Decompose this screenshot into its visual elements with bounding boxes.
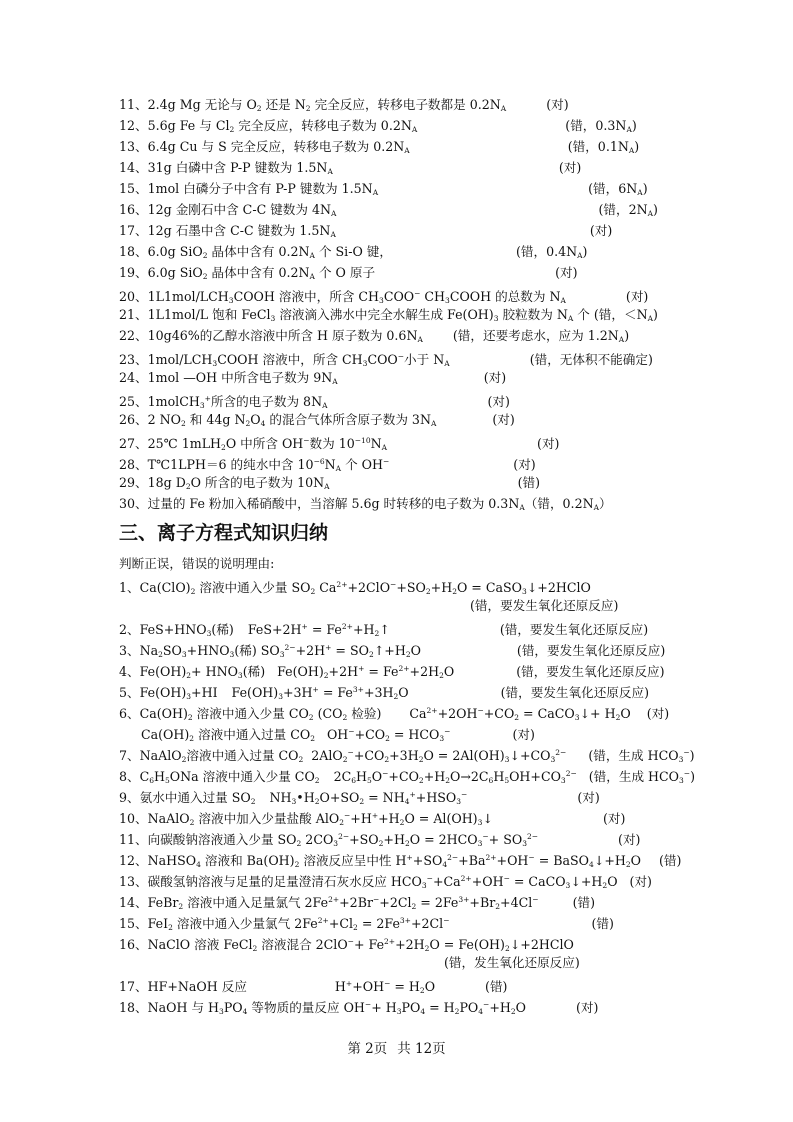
statement-28: 28、T℃1LPH＝6 的纯水中含 $10^{-6}N_A$ 个 OH− (对) — [119, 457, 536, 473]
ionic-item-6-line2: $Ca(OH)_2$ 溶液中通入过量 $CO_2$ $OH^-+CO_2 = HCO_3^-$ (对) — [141, 727, 535, 743]
verdict: (对) — [546, 97, 569, 112]
ionic-item-9: 9、氨水中通入过量 $SO_2$ $NH_3•H_2O+SO_2 = NH_4^++HSO_3^-$ (对) — [119, 790, 600, 806]
ionic-item-15: 15、FeI$_2$ 溶液中通入少量氯气 $2Fe^{2+}+Cl_2 = 2Fe^{3+}+2Cl^-$ (错) — [119, 916, 614, 932]
ionic-item-16-verdict: (错，发生氧化还原反应) — [444, 955, 580, 970]
statement-22: 22、10g46%的乙醇水溶液中所含 H 原子数为 $0.6N_A$ (错，还要考虑水，应为 $1.2N_A$) — [119, 328, 630, 344]
statement-19: 19、6.0g SiO$_2$ 晶体中含有 $0.2N_A$ 个 O 原子 (对) — [119, 265, 578, 281]
ionic-item-3: 3、$Na_2SO_3+HNO_3$(稀) $SO_3^{2-}+2H^+$ = $SO_2↑+H_2O$ (错，要发生氧化还原反应) — [119, 643, 666, 659]
ionic-item-2: 2、$FeS+HNO_3$(稀) $FeS+2H^+ = Fe^{2+}+H_2↑$ (错，要发生氧化还原反应) — [119, 622, 649, 638]
ionic-item-17: 17、HF+NaOH 反应 $H^++OH^- = H_2O$ (错) — [119, 979, 508, 995]
ionic-item-11: 11、向碳酸钠溶液通入少量 $SO_2$ $2CO_3^{2-}+SO_2+H_2O = 2HCO_3^-+ SO_3^{2-}$ (对) — [119, 832, 641, 848]
statement-25: 25、1molCH$_3$+所含的电子数为 $8N_A$ (对) — [119, 394, 510, 410]
statement-14: 14、31g 白磷中含 P-P 键数为 $1.5N_A$ (对) — [119, 160, 582, 176]
ionic-item-10: 10、NaAlO$_2$ 溶液中加入少量盐酸 $AlO_2^-+H^++H_2O$ = $Al(OH)_3↓$ (对) — [119, 811, 626, 827]
ionic-item-5: 5、$Fe(OH)_3+HI$ $Fe(OH)_3+3H^+ = Fe^{3+}+3H_2O$ (错，要发生氧化还原反应) — [119, 685, 649, 701]
ionic-item-12: 12、NaHSO$_4$ 溶液和 $Ba(OH)_2$ 溶液反应呈中性 $H^++SO_4^{2-}+Ba^{2+}+OH^-$ = $BaSO_4↓+H_2O$ (错) — [119, 853, 682, 869]
section-title: 三、离子方程式知识归纳 — [119, 522, 329, 544]
statement-30: 30、过量的 Fe 粉加入稀硝酸中，当溶解 5.6g 时转移的电子数为 $0.3N_A$（错，$0.2N_A$） — [119, 496, 612, 512]
statement-26: 26、2 $NO_2$ 和 44g $N_2O_4$ 的混合气体所含原子数为 $3N_A$ (对) — [119, 412, 515, 428]
ionic-item-6: 6、$Ca(OH)_2$ 溶液中通入少量 $CO_2$ ($CO_2$ 检验) $Ca^{2+}+2OH^-+CO_2$ = CaCO$_3$↓+ $H_2O$ (对) — [119, 706, 670, 722]
statement-23: 23、$1mol/LCH_3COOH$ 溶液中，所含 $CH_3COO^-$小于 $N_A$ (错，无体积不能确定) — [119, 352, 653, 368]
statement-16: 16、12g 金刚石中含 C-C 键数为 $4N_A$ (错，$2N_A$) — [119, 202, 658, 218]
ionic-item-8: 8、$C_6H_5ONa$ 溶液中通入少量 $CO_2$ $2C_6H_5O^-+CO_2+H_2O\to 2C_6H_5OH+CO_3^{2-}$ (错，生成 $HCO_3^-$) — [119, 769, 696, 785]
statement-21: 21、1L1mol/L 饱和 FeCl$_3$ 溶液滴入沸水中完全水解生成 $Fe(OH)_3$ 胶粒数为 $N_A$ 个 (错，$<N_A$) — [119, 307, 658, 323]
ionic-item-13: 13、碳酸氢钠溶液与足量的足量澄清石灰水反应 $HCO_3^-+Ca^{2+}+OH^-$ = $CaCO_3↓+H_2O$ (对) — [119, 874, 652, 890]
statement-15: 15、1mol 白磷分子中含有 P-P 键数为 $1.5N_A$ (错，$6N_A$) — [119, 181, 648, 197]
statement-18: 18、6.0g SiO$_2$ 晶体中含有 $0.2N_A$ 个 Si-O 键， (错，$0.4N_A$) — [119, 244, 588, 260]
statement-20: 20、$1L1mol/LCH_3COOH$ 溶液中，所含 $CH_3COO^-$ $CH_3COOH$ 的总数为 $N_A$ (对) — [119, 289, 649, 305]
ionic-item-18: 18、NaOH 与 $H_3PO_4$ 等物质的量反应 $OH^-+ H_3PO_4 = H_2PO_4^-+H_2O$ (对) — [119, 1000, 599, 1016]
page-number: 第 2页 — [347, 1041, 388, 1057]
statement-27: 27、25℃ 1mLH$_2$O 中所含 OH−数为 $10^{-10}N_A$ (对) — [119, 436, 560, 452]
statement-29: 29、18g $D_2O$ 所含的电子数为 $10N_A$ (错) — [119, 475, 540, 491]
statement-12: 12、5.6g Fe 与 $Cl_2$ 完全反应，转移电子数为 $0.2N_A$ (错，$0.3N_A$) — [119, 118, 637, 134]
statement-11: 11、2.4g Mg 无论与 $O_2$ 还是 $N_2$ 完全反应，转移电子数都是 $0.2N_A$ (对) — [119, 97, 569, 113]
ionic-item-7: 7、NaAlO$_2$溶液中通入过量 $CO_2$ $2AlO_2^-+CO_2+3H_2O$ = $2Al(OH)_3↓+CO_3^{2-}$ (错，生成 $HCO_3^-$) — [119, 748, 695, 764]
intro-text: 判断正误，错误的说明理由: — [119, 556, 275, 571]
statement-13: 13、6.4g Cu 与 S 完全反应，转移电子数为 $0.2N_A$ (错，$0.1N_A$) — [119, 139, 640, 155]
ionic-item-1: 1、$Ca(ClO)_2$ 溶液中通入少量 $SO_2$ $Ca^{2+}+2ClO^-+SO_2+H_2O$ = CaSO$_3$↓+2HClO — [119, 580, 591, 596]
ionic-item-14: 14、FeBr$_2$ 溶液中通入足量氯气 $2Fe^{2+}+2Br^-+2Cl_2 = 2Fe^{3+}+Br_2+4Cl^-$ (错) — [119, 895, 595, 911]
ionic-item-1-verdict: (错，要发生氧化还原反应) — [470, 598, 619, 613]
statement-24: 24、1mol —OH 中所含电子数为 $9N_A$ (对) — [119, 370, 507, 386]
ionic-item-16: 16、NaClO 溶液 FeCl$_2$ 溶液混合 $2ClO^-+ Fe^{2+}+2H_2O$ = $Fe(OH)_2↓+2HClO$ — [119, 937, 574, 953]
statement-17: 17、12g 石墨中含 C-C 键数为 $1.5N_A$ (对) — [119, 223, 613, 239]
ionic-item-4: 4、$Fe(OH)_2+ HNO_3$(稀) $Fe(OH)_2+2H^+ = Fe^{2+}+2H_2O$ (错，要发生氧化还原反应) — [119, 664, 665, 680]
page-total: 共 12页 — [397, 1041, 446, 1057]
page-footer — [0, 1041, 793, 1057]
